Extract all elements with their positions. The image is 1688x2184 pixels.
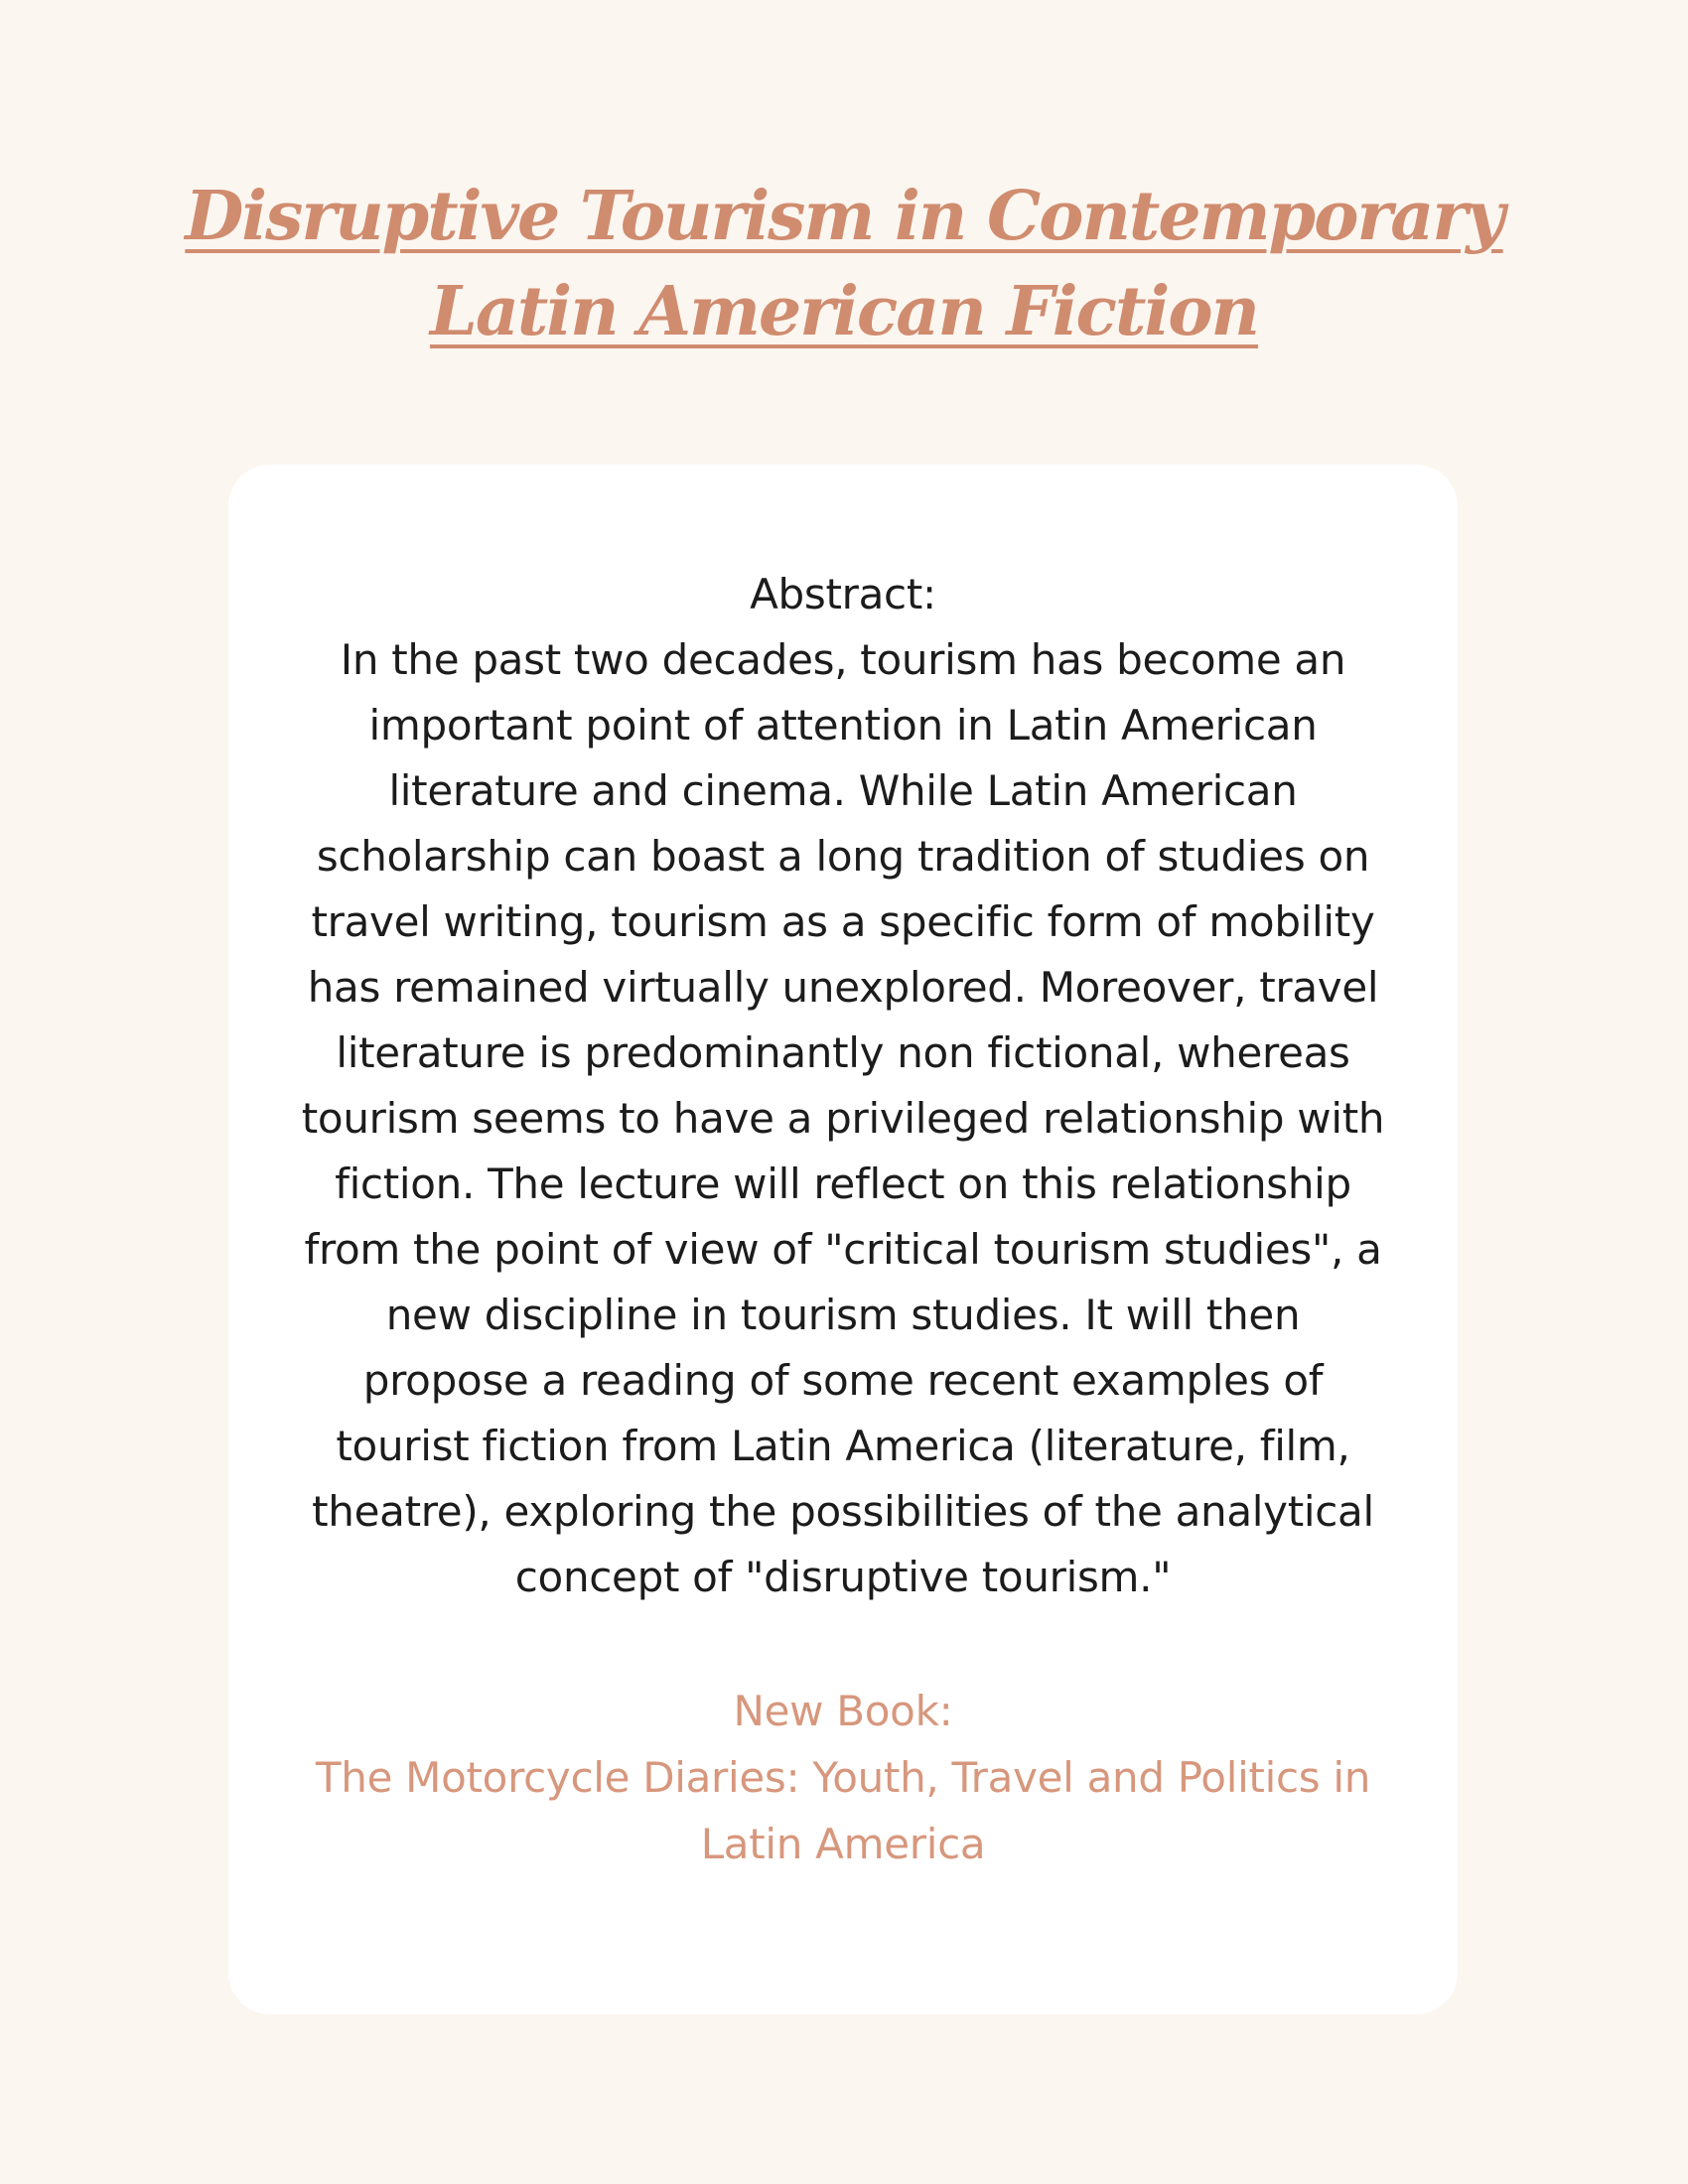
abstract-section xyxy=(298,562,1388,1610)
abstract-body: In the past two decades, tourism has become an important point of attention in Latin American literature and cinema. While Latin American scholarship can boast a long tradition of studies on travel writing, tourism as a specific form of mobility has remained virtually unexplored. Moreover, travel literature is predominantly non fictional, whereas tourism seems to have a privileged relationship with fiction. The lecture will reflect on this relationship from the point of view of "critical tourism studies", a new discipline in tourism studies. It will then propose a reading of some recent examples of tourist fiction from Latin America (literature, film, theatre), exploring the possibilities of the analytical concept of "disruptive tourism." xyxy=(301,635,1385,1601)
new-book-section xyxy=(298,1678,1388,1877)
new-book-label: New Book: xyxy=(733,1687,953,1735)
content-card xyxy=(228,465,1458,2014)
abstract-heading: Abstract: xyxy=(750,570,936,618)
page-title: Disruptive Tourism in Contemporary Latin American Fiction xyxy=(185,177,1503,351)
new-book-title: The Motorcycle Diaries: Youth, Travel and Politics in Latin America xyxy=(315,1753,1371,1868)
